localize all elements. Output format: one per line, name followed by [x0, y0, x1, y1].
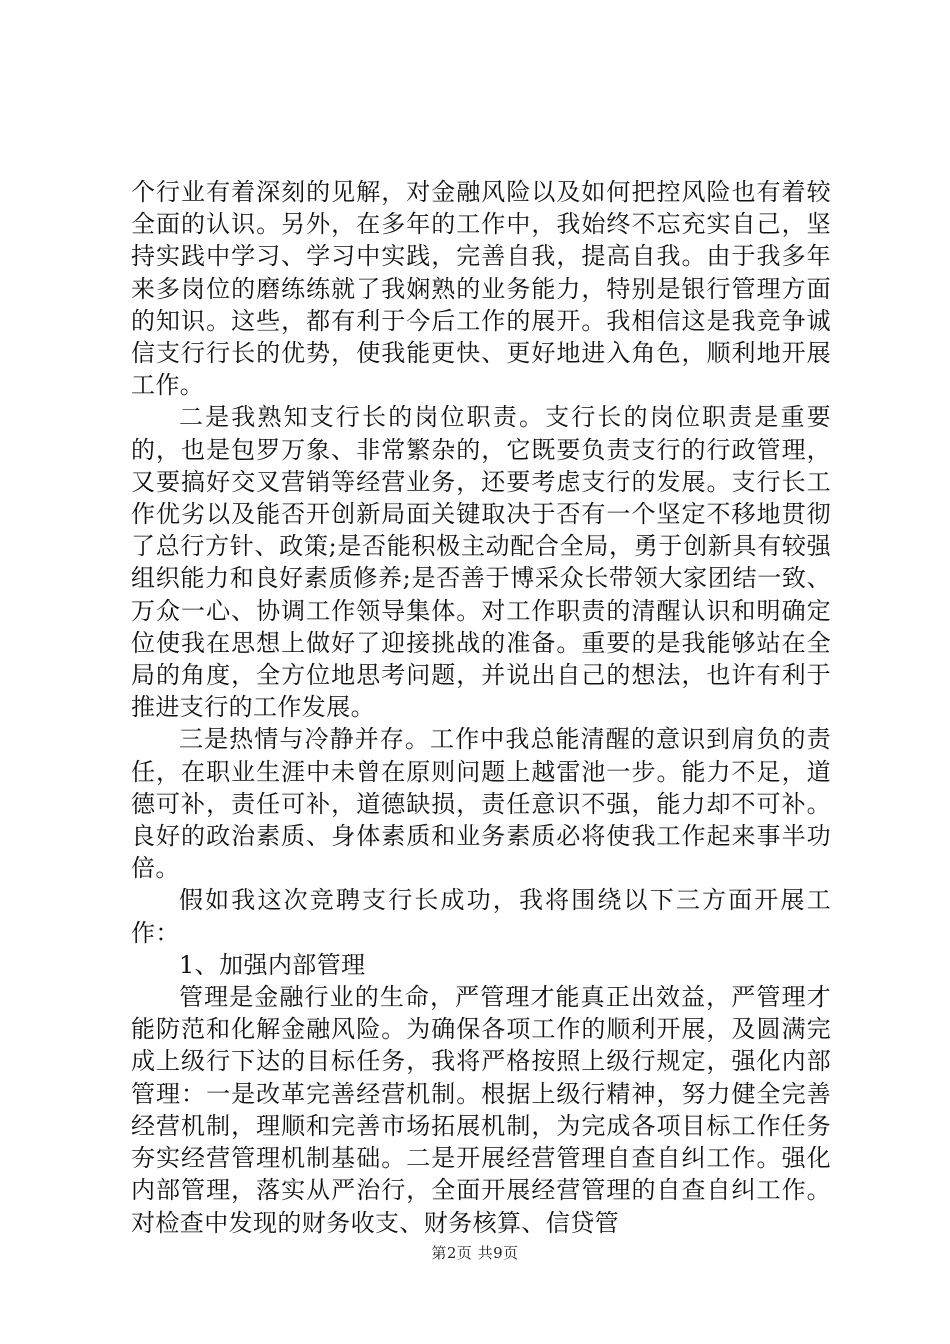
page-number-footer: 第2页 共9页 — [431, 1244, 519, 1262]
document-body — [131, 176, 831, 1239]
paragraph-continuation: 个行业有着深刻的见解，对金融风险以及如何把控风险也有着较全面的认识。另外，在多年的工作中，我始终不忘充实自己，坚持实践中学习、学习中实践，完善自我，提高自我。由于我多年来多岗位的磨练练就了我娴熟的业务能力，特别是银行管理方面的知识。这些，都有利于今后工作的展开。我相信这是我竞争诚信支行行长的优势，使我能更快、更好地进入角色，顺利地开展工作。 — [131, 178, 831, 400]
paragraph-internal-management: 管理是金融行业的生命，严管理才能真正出效益，严管理才能防范和化解金融风险。为确保各项工作的顺利开展，及圆满完成上级行下达的目标任务，我将严格按照上级行规定，强化内部管理：一是改革完善经营机制。根据上级行精神，努力健全完善经营机制，理顺和完善市场拓展机制，为完成各项目标工作任务夯实经营管理机制基础。二是开展经营管理自查自纠工作。强化内部管理，落实从严治行，全面开展经营管理的自查自纠工作。对检查中发现的财务收支、财务核算、信贷管 — [131, 983, 831, 1237]
paragraph-point-two: 二是我熟知支行长的岗位职责。支行长的岗位职责是重要的，也是包罗万象、非常繁杂的，它既要负责支行的行政管理，又要搞好交叉营销等经营业务，还要考虑支行的发展。支行长工作优劣以及能否开创新局面关键取决于否有一个坚定不移地贯彻了总行方针、政策;是否能积极主动配合全局，勇于创新具有较强组织能力和良好素质修养;是否善于博采众长带领大家团结一致、万众一心、协调工作领导集体。对工作职责的清醒认识和明确定位使我在思想上做好了迎接挑战的准备。重要的是我能够站在全局的角度，全方位地思考问题，并说出自己的想法，也许有利于推进支行的工作发展。 — [131, 403, 831, 722]
paragraph-plan-intro: 假如我这次竞聘支行长成功，我将围绕以下三方面开展工作： — [131, 886, 831, 947]
paragraph-point-three: 三是热情与冷静并存。工作中我总能清醒的意识到肩负的责任，在职业生涯中未曾在原则问题上越雷池一步。能力不足，道德可补，责任可补，道德缺损，责任意识不强，能力却不可补。良好的政治素质、身体素质和业务素质必将使我工作起来事半功倍。 — [131, 725, 831, 883]
section-heading-internal-management: 1、加强内部管理 — [179, 950, 366, 979]
